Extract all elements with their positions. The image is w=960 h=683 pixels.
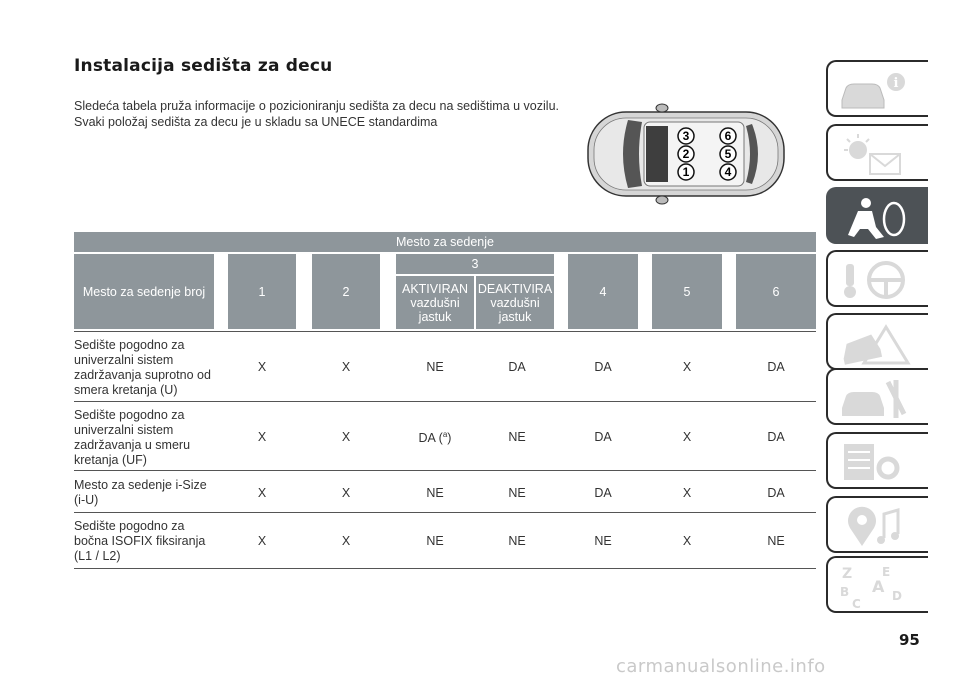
table-cell: NE <box>767 534 785 548</box>
table-cell: DA <box>594 430 612 444</box>
footnote-marker[interactable]: a <box>442 430 448 439</box>
table-cell: X <box>341 486 351 500</box>
table-cell: X <box>341 360 351 374</box>
seat-number-4: 4 <box>724 165 732 179</box>
table-cell: NE <box>426 360 444 374</box>
seat-number-2: 2 <box>682 147 690 161</box>
cell-value: DA ( <box>418 431 443 446</box>
table-row-label: Sedište pogodno za univerzalni sistem zadržavanja u smeru kretanja (UF) <box>74 408 191 467</box>
row-header: Mesto za sedenje broj <box>74 254 214 329</box>
sub-header-airbag-off: DEAKTIVIRA vazdušni jastuk <box>476 276 554 329</box>
seat-number-1: 1 <box>682 165 690 179</box>
table-row-label: Sedište pogodno za univerzalni sistem zadržavanja suprotno od smera kretanja (U) <box>74 338 211 397</box>
table-cell: X <box>257 360 267 374</box>
svg-text:E: E <box>882 565 891 579</box>
col-header-4: 4 <box>568 254 638 329</box>
table-cell: NE <box>426 486 444 500</box>
svg-text:C: C <box>852 597 861 610</box>
sidebar-tab-warning-lights[interactable] <box>826 124 928 181</box>
table-cell: NE <box>508 430 526 444</box>
table-cell: X <box>257 534 267 548</box>
svg-text:B: B <box>840 585 850 599</box>
sub-header-airbag-on: AKTIVIRAN vazdušni jastuk <box>396 276 474 329</box>
table-divider <box>74 470 816 471</box>
intro-text: Sledeća tabela pruža informacije o pozicioniranju sedišta za decu na sedištima u vozilu. Svaki položaj sedišta za decu je u skladu sa UNECE standardima <box>74 99 559 129</box>
sidebar-tab-safety[interactable] <box>826 187 928 244</box>
table-divider <box>74 331 816 332</box>
seat-safety-icon <box>836 193 916 241</box>
table-cell: X <box>682 360 692 374</box>
col-header-1: 1 <box>228 254 296 329</box>
col-header-3: 3 <box>396 254 554 274</box>
table-cell: X <box>341 534 351 548</box>
col-header-6: 6 <box>736 254 816 329</box>
sidebar-tab-multimedia[interactable] <box>826 496 928 553</box>
table-cell: NE <box>594 534 612 548</box>
svg-text:i: i <box>893 76 899 91</box>
sidebar-tab-car-info[interactable] <box>826 60 928 117</box>
table-cell-footnoted <box>405 430 465 445</box>
table-cell: X <box>257 430 267 444</box>
watermark: carmanualsonline.info <box>616 656 826 677</box>
table-group-header: Mesto za sedenje <box>74 232 816 252</box>
table-divider <box>74 568 816 569</box>
table-row-label: Mesto za sedenje i-Size (i-U) <box>74 478 207 507</box>
cell-close: ) <box>447 431 452 446</box>
col-header-2: 2 <box>312 254 380 329</box>
table-cell: DA <box>767 486 785 500</box>
steering-wheel-icon <box>836 256 916 304</box>
sidebar-tab-technical-data[interactable] <box>826 432 928 489</box>
table-cell: X <box>682 534 692 548</box>
page-number: 95 <box>899 631 920 649</box>
car-info-icon <box>836 66 916 114</box>
car-seat-diagram <box>582 98 792 210</box>
index-icon <box>836 562 916 610</box>
svg-text:A: A <box>872 577 885 596</box>
page-title: Instalacija sedišta za decu <box>74 56 333 76</box>
sidebar-tab-emergency[interactable] <box>826 313 928 370</box>
svg-text:Z: Z <box>842 566 853 582</box>
table-cell: DA <box>594 360 612 374</box>
sidebar-tab-index[interactable] <box>826 556 928 613</box>
table-cell: DA <box>508 360 526 374</box>
table-cell: NE <box>508 486 526 500</box>
table-cell: DA <box>767 360 785 374</box>
multimedia-icon <box>836 502 916 550</box>
emergency-icon <box>836 319 916 367</box>
warning-light-icon <box>836 130 916 178</box>
table-divider <box>74 512 816 513</box>
seat-number-6: 6 <box>724 129 732 143</box>
table-cell: NE <box>508 534 526 548</box>
technical-data-icon <box>836 438 916 486</box>
sidebar-tab-driving[interactable] <box>826 250 928 307</box>
col-header-5: 5 <box>652 254 722 329</box>
maintenance-icon <box>836 374 916 422</box>
seat-number-3: 3 <box>682 129 690 143</box>
table-cell: X <box>682 430 692 444</box>
table-cell: X <box>682 486 692 500</box>
table-cell: DA <box>767 430 785 444</box>
sidebar-tab-maintenance[interactable] <box>826 368 928 425</box>
table-cell: NE <box>426 534 444 548</box>
table-divider <box>74 401 816 402</box>
table-cell: X <box>341 430 351 444</box>
table-cell: DA <box>594 486 612 500</box>
table-cell: X <box>257 486 267 500</box>
svg-text:D: D <box>892 589 902 603</box>
table-row-label: Sedište pogodno za bočna ISOFIX fiksiranja (L1 / L2) <box>74 519 206 563</box>
seat-number-5: 5 <box>724 147 732 161</box>
